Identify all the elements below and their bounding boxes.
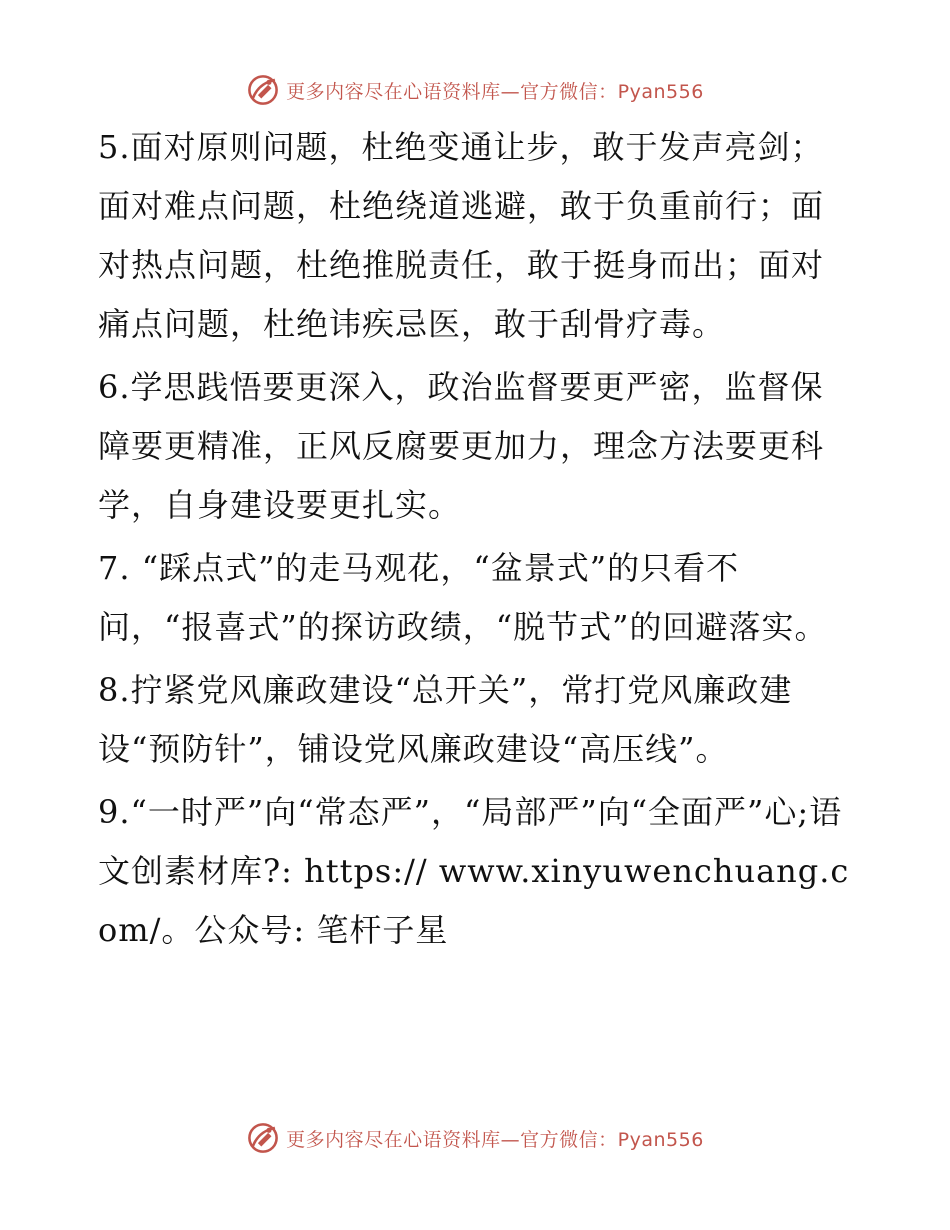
footer-banner: [0, 1118, 950, 1158]
paragraph-8: 8.拧紧党风廉政建设“总开关”，常打党风廉政建设“预防针”，铺设党风廉政建设“高压线”。: [98, 671, 793, 768]
brand-logo-icon: [246, 1121, 280, 1155]
paragraph-6: 6.学思践悟要更深入，政治监督要更严密，监督保障要更精准，正风反腐要更加力，理念方法要更科学，自身建设要更扎实。: [98, 368, 825, 524]
document-body: [98, 118, 850, 964]
footer-banner-text: 更多内容尽在心语资料库—官方微信：Pyan556: [286, 1128, 704, 1151]
header-banner-inner: [246, 73, 704, 107]
paragraph-7: 7. “踩点式”的走马观花，“盆景式”的只看不问，“报喜式”的探访政绩，“脱节式”的回避落实。: [98, 549, 828, 646]
brand-logo-icon: [246, 73, 280, 107]
header-banner: [0, 70, 950, 110]
footer-banner-inner: [246, 1121, 704, 1155]
paragraph-9: 9.“一时严”向“常态严”，“局部严”向“全面严”心;语文创素材库?: https:// www.xinyuwenchuang.com/。公众号: 笔杆子星: [98, 793, 850, 949]
header-banner-text: 更多内容尽在心语资料库—官方微信：Pyan556: [286, 80, 704, 103]
paragraph-5: 5.面对原则问题，杜绝变通让步，敢于发声亮剑；面对难点问题，杜绝绕道逃避，敢于负重前行；面对热点问题，杜绝推脱责任，敢于挺身而出；面对痛点问题，杜绝讳疾忌医，敢于刮骨疗毒。: [98, 128, 825, 343]
